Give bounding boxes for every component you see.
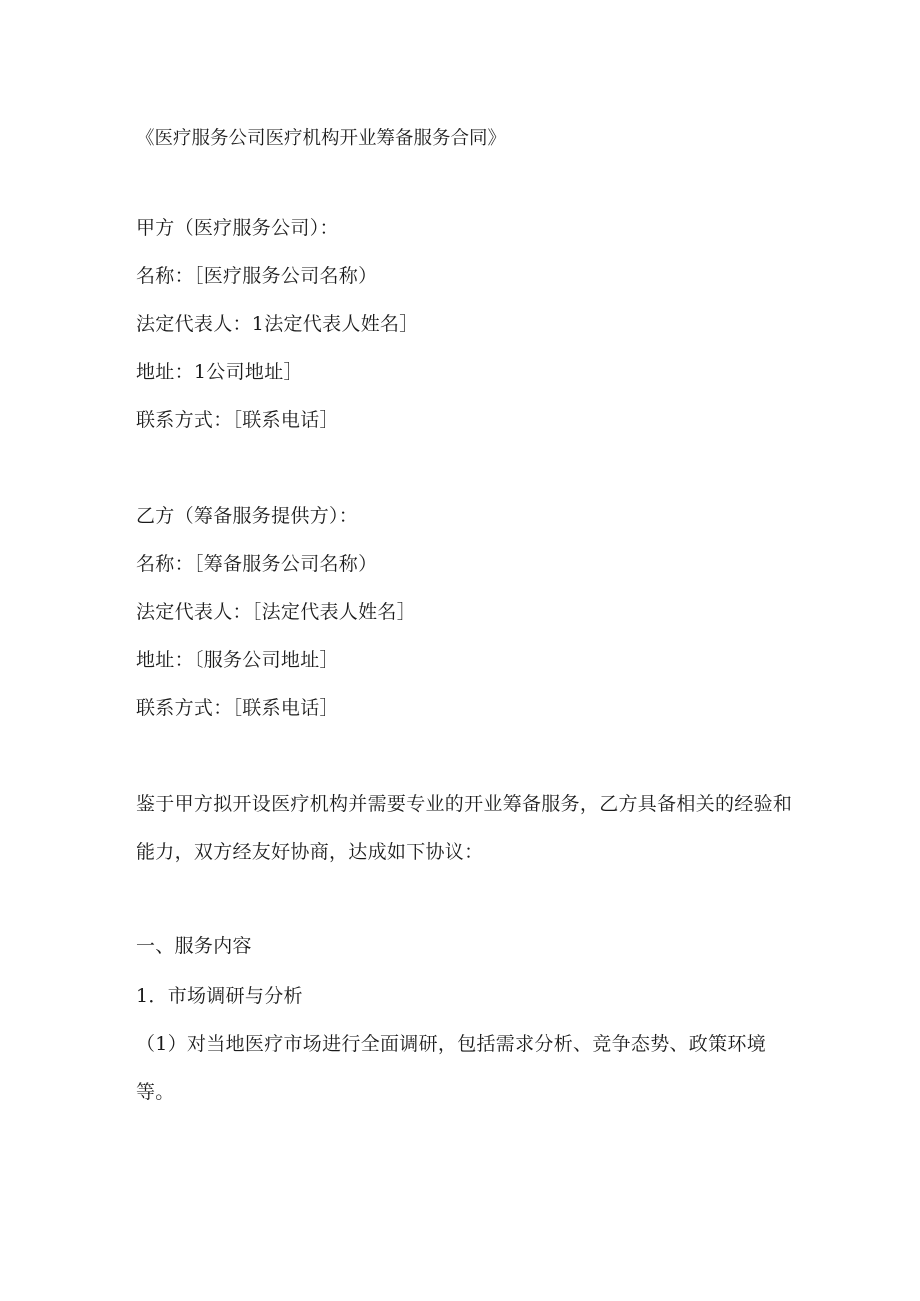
party-a-legal-rep: 法定代表人：1法定代表人姓名］ <box>136 313 419 335</box>
party-b-legal-rep: 法定代表人：［法定代表人姓名］ <box>136 601 417 623</box>
section-1-heading: 一、服务内容 <box>136 935 252 957</box>
party-b-heading: 乙方（筹备服务提供方）： <box>136 505 359 527</box>
party-b-name: 名称：［筹备服务公司名称） <box>136 553 378 575</box>
party-b-address: 地址：〔服务公司地址］ <box>136 649 339 671</box>
section-1-item-1-sub-1-line-1: （1）对当地医疗市场进行全面调研，包括需求分析、竞争态势、政策环境 <box>136 1033 766 1055</box>
party-a-address: 地址：1公司地址］ <box>136 361 303 383</box>
party-a-name: 名称：［医疗服务公司名称） <box>136 265 378 287</box>
party-b-contact: 联系方式：［联系电话］ <box>136 697 339 719</box>
preamble-line-1: 鉴于甲方拟开设医疗机构并需要专业的开业筹备服务，乙方具备相关的经验和 <box>136 793 793 815</box>
preamble-line-2: 能力，双方经友好协商，达成如下协议： <box>136 841 484 863</box>
contract-title: 《医疗服务公司医疗机构开业筹备服务合同》 <box>136 128 507 149</box>
section-1-item-1-heading: 1．市场调研与分析 <box>136 985 303 1007</box>
section-1-item-1-sub-1-line-2: 等。 <box>136 1081 175 1103</box>
party-a-heading: 甲方（医疗服务公司）： <box>136 217 339 239</box>
party-a-contact: 联系方式：［联系电话］ <box>136 409 339 431</box>
